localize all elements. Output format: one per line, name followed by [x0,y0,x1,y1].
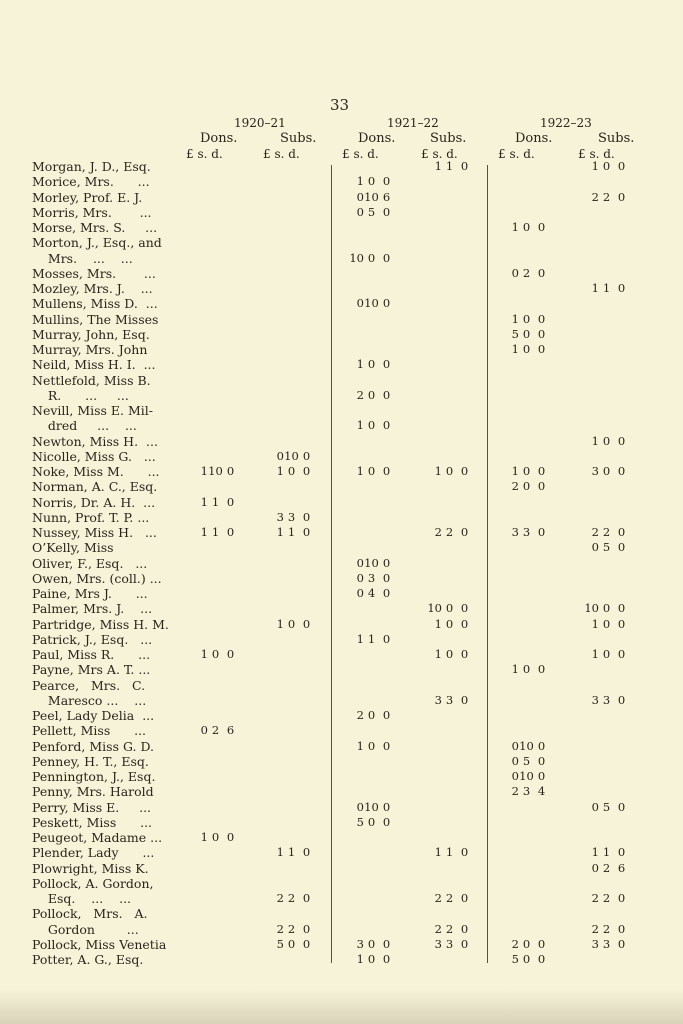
col-head-subs-2: Subs. [430,131,467,146]
donor-name: Peskett, Miss ... [32,814,153,830]
amount-cell: 1 0 0 [511,311,546,326]
amount-cell: 1 1 0 [434,159,469,173]
donor-name: Mozley, Mrs. J. ... [32,281,153,296]
table-row [32,235,672,250]
amount-cell: 3 3 0 [434,692,469,707]
lsd-head-1: £ s. d. [186,147,223,161]
table-row [32,571,672,586]
donor-name: Paine, Mrs J. ... [32,586,148,601]
table-row [32,739,672,754]
amount-cell: 2 2 0 [276,921,311,936]
amount-cell: 2 0 0 [356,708,391,722]
amount-cell: 10 0 0 [349,250,391,265]
donor-name: Mullens, Miss D. ... [32,296,158,312]
amount-cell: 0 5 0 [591,540,626,555]
amount-cell: 5 0 0 [276,936,311,951]
donor-name: Penny, Mrs. Harold [32,784,154,800]
donor-name: Paul, Miss R. ... [32,647,151,662]
donor-name: Pennington, J., Esq. [32,769,156,784]
amount-cell: 3 3 0 [511,525,546,539]
table-row [32,327,672,342]
table-row [32,525,672,540]
donor-name: Mrs. ... ... [32,250,133,266]
table-row [32,800,672,815]
table-row [32,617,672,632]
year-heading-3: 1922–23 [540,116,592,130]
page-number: 33 [330,96,350,114]
amount-cell: 2 2 0 [591,189,626,204]
donor-name: Nunn, Prof. T. P. ... [32,509,150,525]
amount-cell: 1 0 0 [591,159,626,173]
amount-cell: 1 0 0 [511,220,546,234]
amount-cell: 0 5 0 [511,753,546,768]
donor-name: Oliver, F., Esq. ... [32,555,148,571]
table-row [32,830,672,845]
donor-name: Patrick, J., Esq. ... [32,631,153,647]
amount-cell: 3 0 0 [591,464,626,478]
donor-name: Maresco ... ... [32,692,147,708]
donor-name: Gordon ... [32,921,139,937]
table-row [32,723,672,738]
amount-cell: 1 0 0 [511,464,546,478]
table-row [32,754,672,769]
amount-cell: 1 1 0 [591,281,626,295]
donor-name: Potter, A. G., Esq. [32,952,144,967]
amount-cell: 1 0 0 [511,662,546,677]
lsd-head-4: £ s. d. [421,147,458,161]
donor-name: Nettlefold, Miss B. [32,372,151,388]
donor-name: Peel, Lady Delia ... [32,708,155,723]
donor-name: Norris, Dr. A. H. ... [32,494,156,510]
table-row [32,647,672,662]
amount-cell: 2 0 0 [511,936,546,951]
donor-name: Partridge, Miss H. M. [32,616,169,632]
amount-cell: 5 0 0 [356,814,391,829]
donor-name: Nicolle, Miss G. ... [32,448,156,464]
table-row [32,586,672,601]
amount-cell: 3 3 0 [591,936,626,951]
table-row [32,693,672,708]
donor-name: Nevill, Miss E. Mil- [32,403,154,418]
donor-name: Esq. ... ... [32,891,132,906]
amount-cell: 1 1 0 [356,631,391,646]
table-row [32,540,672,555]
lsd-head-3: £ s. d. [342,147,379,161]
amount-cell: 2 0 0 [356,387,391,402]
table-row [32,601,672,616]
amount-cell: 3 0 0 [356,936,391,951]
donor-name: Morgan, J. D., Esq. [32,159,151,174]
amount-cell: 3 3 0 [276,509,311,524]
table-row [32,449,672,464]
amount-cell: 2 2 0 [591,891,626,905]
table-row [32,815,672,830]
amount-cell: 1 0 0 [434,464,469,478]
donor-name: Plowright, Miss K. [32,860,149,876]
donor-name: Pearce, Mrs. C. [32,677,146,693]
amount-cell: 10 0 0 [427,601,469,616]
donor-name: Perry, Miss E. ... [32,799,152,815]
donor-name: Pellett, Miss ... [32,723,147,739]
amount-cell: 2 2 0 [434,921,469,936]
table-row [32,479,672,494]
amount-cell: 1 1 0 [276,525,311,539]
donor-name: Mullins, The Misses [32,311,159,327]
table-row [32,495,672,510]
donor-name: Morton, J., Esq., and [32,235,162,251]
lsd-head-6: £ s. d. [578,147,615,161]
col-head-subs-1: Subs. [280,131,317,146]
donor-name: Morice, Mrs. ... [32,174,150,190]
donor-name: O’Kelly, Miss [32,540,114,556]
amount-cell: 2 2 0 [276,891,311,905]
amount-cell: 1 1 0 [200,525,235,539]
table-row [32,678,672,693]
donor-name: Mosses, Mrs. ... [32,265,156,281]
amount-cell: 3 3 0 [434,936,469,951]
table-row [32,312,672,327]
donor-name: Morris, Mrs. ... [32,204,152,220]
amount-cell: 0 5 0 [591,799,626,814]
donor-name: Norman, A. C., Esq. [32,479,158,495]
donor-name: Palmer, Mrs. J. ... [32,601,153,617]
amount-cell: 010 0 [511,769,546,783]
donor-name: Nussey, Miss H. ... [32,525,157,540]
amount-cell: 0 2 0 [511,265,546,280]
amount-cell: 1 0 0 [356,418,391,433]
col-head-dons-2: Dons. [358,131,396,146]
table-row [32,510,672,525]
amount-cell: 1 0 0 [200,830,235,844]
table-row [32,922,672,937]
table-row [32,556,672,571]
table-row [32,952,672,967]
table-row [32,357,672,372]
year-heading-2: 1921–22 [387,116,439,130]
amount-cell: 0 2 6 [200,723,235,738]
amount-cell: 1 0 0 [591,616,626,631]
amount-cell: 1 0 0 [276,464,311,478]
table-row [32,342,672,357]
table-row [32,190,672,205]
entries-list [32,159,672,967]
table-row [32,434,672,449]
table-row [32,251,672,266]
table-row [32,388,672,403]
donor-name: Penney, H. T., Esq. [32,753,149,769]
amount-cell: 110 0 [200,464,235,478]
table-row [32,662,672,677]
amount-cell: 1 0 0 [591,647,626,661]
table-row [32,296,672,311]
table-row [32,891,672,906]
table-row [32,769,672,784]
amount-cell: 1 0 0 [356,174,391,189]
donor-name: Pollock, Miss Venetia [32,936,167,952]
donor-name: Noke, Miss M. ... [32,464,160,479]
amount-cell: 1 0 0 [276,616,311,631]
donor-name: dred ... ... [32,418,137,434]
donor-name: Newton, Miss H. ... [32,433,158,449]
table-row [32,464,672,479]
col-head-subs-3: Subs. [598,131,635,146]
amount-cell: 1 0 0 [356,738,391,753]
donor-name: Morley, Prof. E. J. [32,189,143,205]
amount-cell: 1 0 0 [434,616,469,631]
lsd-head-5: £ s. d. [498,147,535,161]
amount-cell: 010 0 [356,555,391,570]
donor-name: Neild, Miss H. I. ... [32,357,156,373]
amount-cell: 1 0 0 [356,464,391,478]
amount-cell: 1 0 0 [591,433,626,448]
table-row [32,205,672,220]
donor-name: Morse, Mrs. S. ... [32,220,158,235]
amount-cell: 5 0 0 [511,326,546,341]
year-heading-1: 1920–21 [234,116,286,130]
table-row [32,159,672,174]
amount-cell: 1 0 0 [200,647,235,661]
table-row [32,876,672,891]
amount-cell: 010 6 [356,189,391,204]
amount-cell: 2 2 0 [434,525,469,539]
donor-name: Plender, Lady ... [32,845,155,861]
amount-cell: 1 1 0 [434,845,469,860]
amount-cell: 1 1 0 [200,494,235,509]
col-head-dons-3: Dons. [515,131,553,146]
donor-name: Peugeot, Madame ... [32,830,163,845]
table-row [32,220,672,235]
amount-cell: 3 3 0 [591,692,626,707]
donor-name: Payne, Mrs A. T. ... [32,662,151,678]
col-head-dons-1: Dons. [200,131,238,146]
donor-name: R. ... ... [32,387,129,403]
amount-cell: 1 1 0 [276,845,311,860]
amount-cell: 010 0 [356,799,391,814]
donor-name: Penford, Miss G. D. [32,738,155,754]
amount-cell: 1 0 0 [356,952,391,966]
amount-cell: 1 1 0 [591,845,626,860]
amount-cell: 2 2 0 [434,891,469,905]
table-row [32,861,672,876]
donor-name: Pollock, Mrs. A. [32,906,148,922]
amount-cell: 2 0 0 [511,479,546,494]
table-row [32,281,672,296]
amount-cell: 0 5 0 [356,204,391,219]
amount-cell: 2 3 4 [511,784,546,799]
page-edge [0,990,683,1024]
donor-name: Pollock, A. Gordon, [32,875,154,891]
donor-name: Owen, Mrs. (coll.) ... [32,570,162,586]
donor-name: Murray, Mrs. John [32,342,148,357]
table-row [32,174,672,189]
table-row [32,403,672,418]
table-row [32,632,672,647]
amount-cell: 1 0 0 [434,647,469,661]
lsd-head-2: £ s. d. [263,147,300,161]
amount-cell: 010 0 [276,448,311,463]
amount-cell: 0 4 0 [356,586,391,600]
table-row [32,418,672,433]
amount-cell: 2 2 0 [591,921,626,936]
table-row [32,784,672,799]
table-row [32,937,672,952]
amount-cell: 010 0 [511,738,546,753]
table-row [32,906,672,921]
amount-cell: 10 0 0 [584,601,626,616]
donor-name: Murray, John, Esq. [32,326,150,342]
amount-cell: 2 2 0 [591,525,626,539]
table-row [32,845,672,860]
amount-cell: 1 0 0 [356,357,391,372]
table-row [32,266,672,281]
amount-cell: 0 3 0 [356,570,391,585]
amount-cell: 0 2 6 [591,860,626,875]
amount-cell: 010 0 [356,296,391,311]
amount-cell: 1 0 0 [511,342,546,356]
amount-cell: 5 0 0 [511,952,546,966]
table-row [32,373,672,388]
table-row [32,708,672,723]
